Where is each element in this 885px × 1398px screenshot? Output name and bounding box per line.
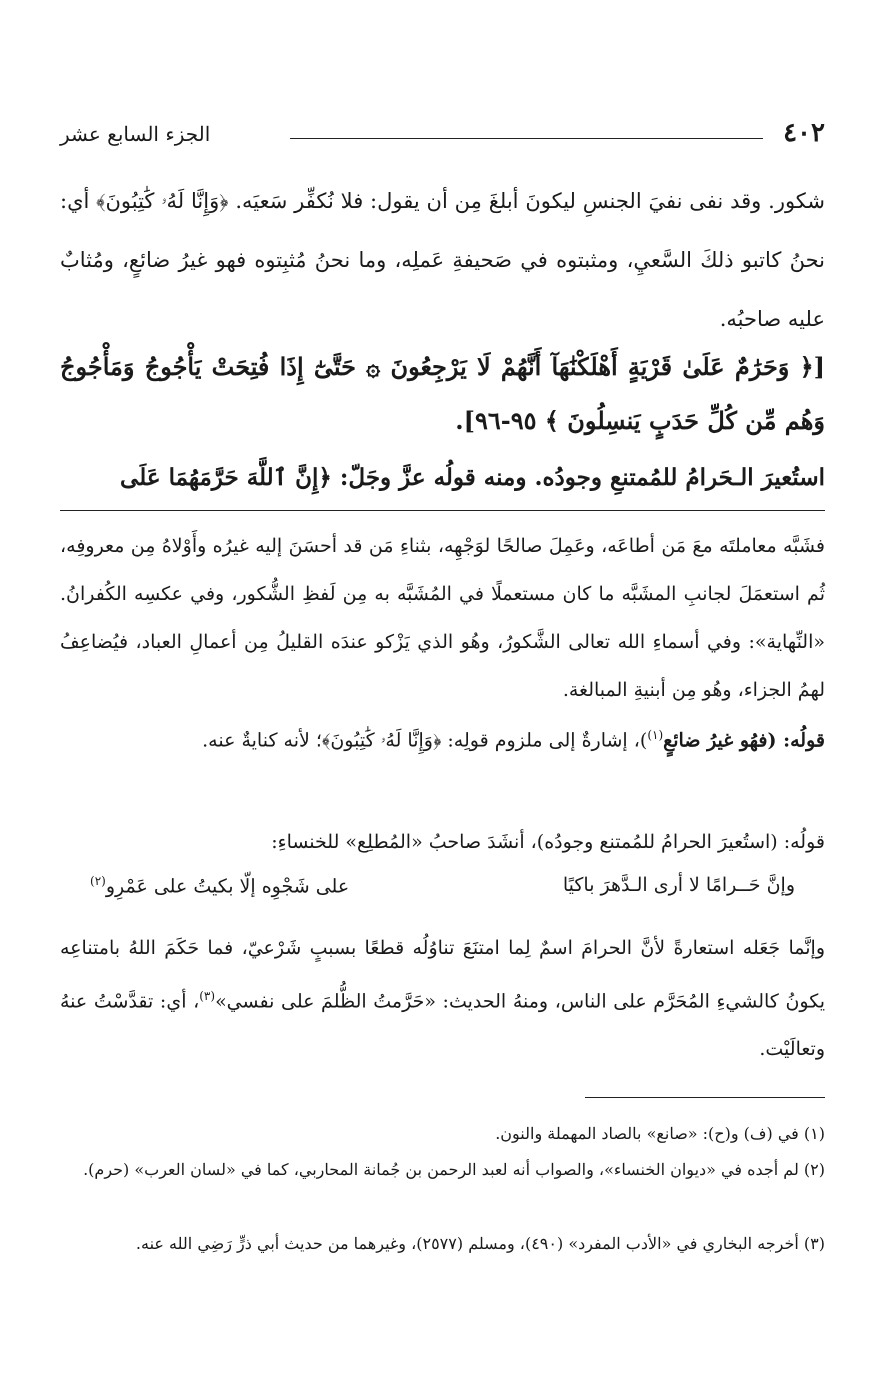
commentary-paragraph-3: قولُه: (استُعيرَ الحرامُ للمُمتنع وجودُه)، أنشَدَ صاحبُ «المُطلِع» للخنساءِ: xyxy=(271,831,825,853)
main-text-heading-line: استُعيرَ الـحَرامُ للمُمتنعِ وجودُه. ومنه قولُه عزَّ وجَلّ: ﴿إِنَّ ٱللَّهَ حَرَّمَهُمَا عَلَى xyxy=(120,464,825,491)
commentary-quote: قولُه: (فهُو غيرُ ضائعٍ xyxy=(663,729,825,752)
quran-verse: [﴿ وَحَرَٰمٌ عَلَىٰ قَرْيَةٍ أَهْلَكْنَٰهَآ أَنَّهُمْ لَا يَرْجِعُونَ ۞ حَتَّىٰٓ إِذَا فُتِحَتْ يَأْجُوجُ وَمَأْجُوجُ وَهُم مِّن كُلِّ حَدَبٍ يَنسِلُونَ ﴾ ٩٥-٩٦]. xyxy=(60,352,826,435)
main-text-paragraph: شكور. وقد نفى نفيَ الجنسِ ليكونَ أبلغَ مِن أن يقول: فلا نُكفِّر سَعيَه. ﴿وَإِنَّا لَهُۥ كَٰتِبُونَ﴾ أي: نحنُ كاتبو ذلكَ السَّعيِ، ومثبتوه في صَحيفةِ عَملِه، وما نحنُ مُثبِتوه فهو غيرُ ضائعٍ، ومُثابٌ عليه صاحبُه. xyxy=(60,189,825,331)
running-title: الجزء السابع عشر xyxy=(60,122,211,146)
footnote-ref-2[interactable]: (٢) xyxy=(90,874,106,888)
commentary-text: ، أي: تقدَّسْتُ عنهُ وتعالَيْت. xyxy=(60,990,825,1061)
main-commentary-divider xyxy=(60,510,825,511)
poem-hemistich-1: وإنَّ حَــرامًا لا أرى الـدَّهرَ باكيًا xyxy=(562,874,795,896)
commentary-paragraph-1: فشَبَّه معاملتَه معَ مَن أطاعَه، وعَمِلَ صالحًا لوَجْهِه، بثناءِ مَن قد أحسَنَ إليه غيرُه وأَوْلاهُ مِن معروفِه، ثُم استعمَلَ لجانبِ المشَبَّه ما كان مستعملًا في المُشَبَّه به مِن لَفظِ الشُّكور، وفي عكسِه الكُفرانُ. «النِّهاية»: وفي أسماءِ الله تعالى الشَّكورُ، وهُو الذي يَزْكو عندَه القليلُ مِن أعمالِ العباد، فيُضاعِفُ لهمُ الجزاء، وهُو مِن أبنيةِ المبالغة. xyxy=(60,535,825,701)
footnote-2: (٢) لم أجده في «ديوان الخنساء»، والصواب أنه لعبد الرحمن بن جُمانة المحاربي، كما في «لسان العرب» (حرم). xyxy=(83,1160,825,1179)
commentary-paragraph-2 xyxy=(60,712,825,764)
poem-hemistich-2 xyxy=(90,874,349,897)
commentary-paragraph-4 xyxy=(60,924,825,1073)
footnote-ref-3[interactable]: (٣) xyxy=(199,989,216,1003)
header-rule xyxy=(290,138,763,139)
footnote-ref-1[interactable]: (١) xyxy=(647,728,664,742)
footnote-divider xyxy=(585,1097,825,1098)
commentary-text: )، إشارةٌ إلى ملزوم قولِه: ﴿وَإِنَّا لَهُۥ كَٰتِبُونَ﴾؛ لأنه كنايةٌ عنه. xyxy=(202,729,648,752)
commentary-text: وإنَّما جَعَله استعارةً لأنَّ الحرامَ اسمٌ لِما امتنَعَ تناوُلُه قطعًا بسببٍ شَرْعيّ، فما حَكَمَ اللهُ بامتناعِه يكونُ كالشيءِ المُحَرَّم على الناس، ومنهُ الحديث: «حَرَّمتُ الظُّلمَ على نفسي» xyxy=(60,937,825,1013)
page-number: ٤٠٢ xyxy=(783,118,825,148)
footnote-1: (١) في (ف) و(ح): «صانع» بالصاد المهملة والنون. xyxy=(495,1124,825,1143)
poem-hemistich-2-text: على شَجْوِه إلّا بكيتُ على عَمْرِو xyxy=(105,875,350,898)
poem-verse xyxy=(90,868,795,914)
page-header xyxy=(60,118,825,158)
footnote-3: (٣) أخرجه البخاري في «الأدب المفرد» (٤٩٠)، ومسلم (٢٥٧٧)، وغيرهما من حديث أبي ذرٍّ رَضِي الله عنه. xyxy=(135,1234,825,1253)
